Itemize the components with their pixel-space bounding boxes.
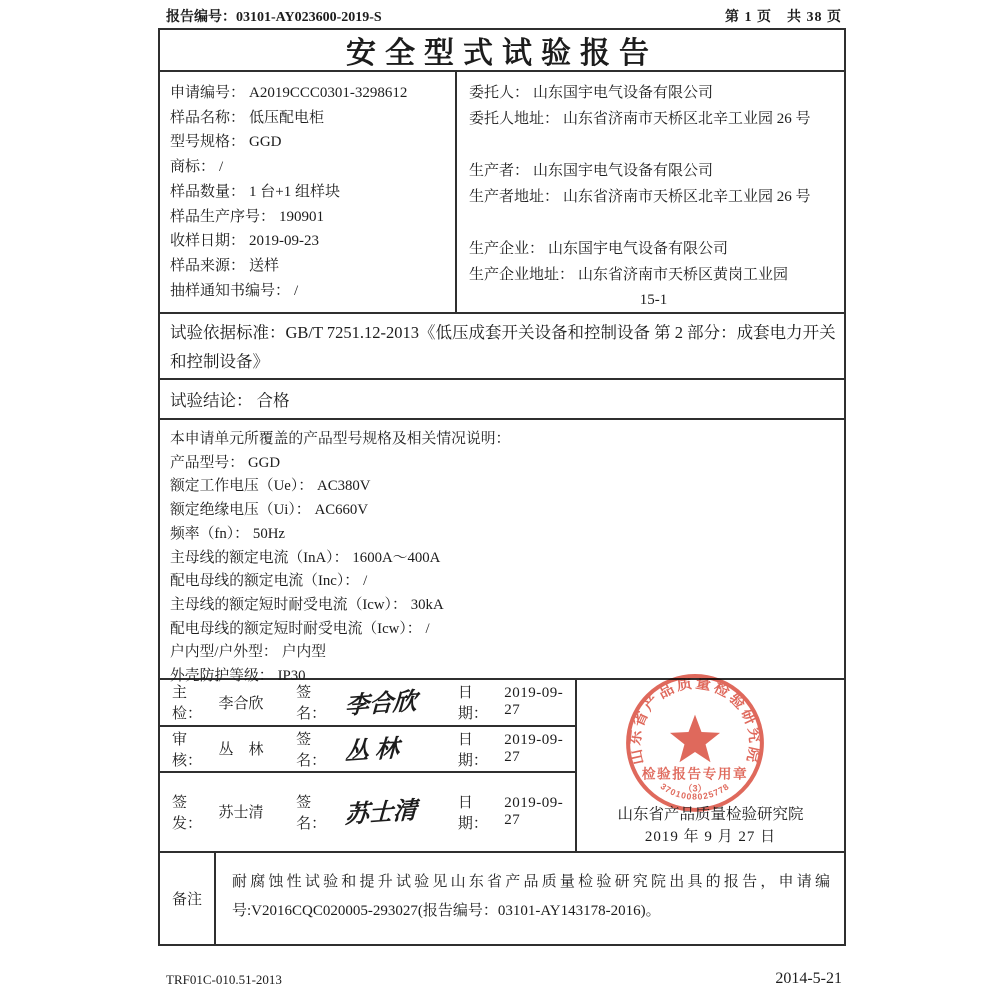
chief-inspector-row: 主检： 李合欣 签名： 李合欣 日期： 2019-09-27 (160, 680, 575, 727)
form-date: 2014-5-21 (775, 970, 842, 987)
issue-date: 2019 年 9 月 27 日 (644, 829, 777, 845)
report-number-label: 报告编号： (166, 10, 236, 25)
spec-line: 外壳防护等级： IP30 (170, 668, 306, 685)
conclusion-section (158, 378, 846, 420)
form-code: TRF01C-010.51-2013 (166, 972, 282, 987)
report-number-value: 03101-AY023600-2019-S (236, 10, 382, 25)
info-row: 商标： / (170, 159, 224, 176)
info-row: 生产者： 山东国宇电气设备有限公司 (469, 163, 714, 179)
product-specs-section (158, 418, 846, 685)
client-group (469, 81, 838, 132)
info-row: 收样日期： 2019-09-23 (170, 233, 320, 250)
sample-info-table (158, 70, 846, 314)
info-row: 委托人： 山东国宇电气设备有限公司 (469, 85, 714, 101)
manufacturer-group (469, 237, 838, 314)
info-row: 样品名称： 低压配电柜 (170, 109, 325, 126)
spec-line: 本申请单元所覆盖的产品型号规格及相关情况说明： (170, 431, 511, 447)
spec-line: 产品型号： GGD (170, 454, 281, 471)
page-count: 第 1 页 共 38 页 (725, 10, 842, 25)
stamp-cell (577, 674, 844, 851)
report-title: 安全型式试验报告 (158, 28, 846, 72)
spec-line: 额定工作电压（Ue）： AC380V (170, 478, 371, 495)
spec-line: 频率（fn）： 50Hz (170, 525, 285, 542)
conclusion-value: 合格 (256, 391, 290, 410)
handwritten-signature: 李合欣 (344, 688, 417, 720)
handwritten-signature: 丛 林 (344, 736, 399, 767)
issuer-row: 签发： 苏士清 签名： 苏士清 日期： 2019-09-27 (160, 773, 575, 851)
sample-info-left-cell (160, 72, 457, 312)
info-row: 申请编号： A2019CCC0301-3298612 (170, 85, 408, 101)
spec-line: 配电母线的额定电流（Inc）： / (170, 573, 368, 590)
report-page (158, 6, 846, 946)
seal-arc-text: 山东省产品质量检验研究院 (626, 674, 764, 767)
signature-rows (160, 680, 577, 851)
spec-line: 主母线的额定短时耐受电流（Icw）： 30kA (170, 596, 444, 613)
remark-label: 备注 (160, 853, 216, 944)
remark-text: 耐腐蚀性试验和提升试验见山东省产品质量检验研究院出具的报告，申请编号:V2016CQC020005-293027(报告编号：03101-AY143178-2016)。 (232, 874, 830, 919)
info-row: 委托人地址： 山东省济南市天桥区北辛工业园 26 号 (469, 110, 811, 127)
page-footer (158, 970, 846, 988)
remark-section (158, 851, 846, 946)
report-number (166, 6, 382, 26)
spec-line: 户内型/户外型： 户内型 (170, 644, 327, 661)
spec-line: 额定绝缘电压（Ui）： AC660V (170, 502, 369, 519)
producer-group (469, 159, 838, 210)
info-row: 样品数量： 1 台+1 组样块 (170, 183, 340, 200)
spec-line: 配电母线的额定短时耐受电流（Icw）： / (170, 620, 430, 637)
info-row: 型号规格： GGD (170, 134, 282, 151)
seal-code: 3701008025778 (658, 781, 732, 802)
party-info-right-cell (457, 72, 844, 312)
info-row: 样品来源： 送样 (170, 257, 280, 274)
info-row: 生产企业： 山东国宇电气设备有限公司 (469, 241, 729, 257)
official-seal-icon (619, 670, 771, 822)
test-standard-section (158, 312, 846, 380)
info-row: 样品生产序号： 190901 (170, 208, 325, 225)
info-row: 生产企业地址： 山东省济南市天桥区黄岗工业园 (469, 266, 789, 283)
handwritten-signature: 苏士清 (344, 798, 417, 830)
page-header (158, 6, 846, 30)
seal-sub-text: （3） (683, 783, 707, 794)
info-row: 生产者地址： 山东省济南市天桥区北辛工业园 26 号 (469, 188, 811, 205)
issuing-organization: 山东省产品质量检验研究院 (617, 806, 804, 823)
address-continuation: 15-1 (639, 292, 668, 308)
spec-line: 主母线的额定电流（InA）： 1600A～400A (170, 549, 441, 566)
info-row: 抽样通知书编号： / (170, 282, 299, 299)
seal-center-text: 检验报告专用章 (641, 766, 749, 782)
reviewer-row: 审核： 丛 林 签名： 丛 林 日期： 2019-09-27 (160, 727, 575, 773)
conclusion-label: 试验结论： (170, 391, 253, 410)
standard-label: 试验依据标准： (170, 323, 286, 342)
standard-value: GB/T 7251.12-2013《低压成套开关设备和控制设备 第 2 部分：成套电力开关和控制设备》 (170, 323, 836, 371)
